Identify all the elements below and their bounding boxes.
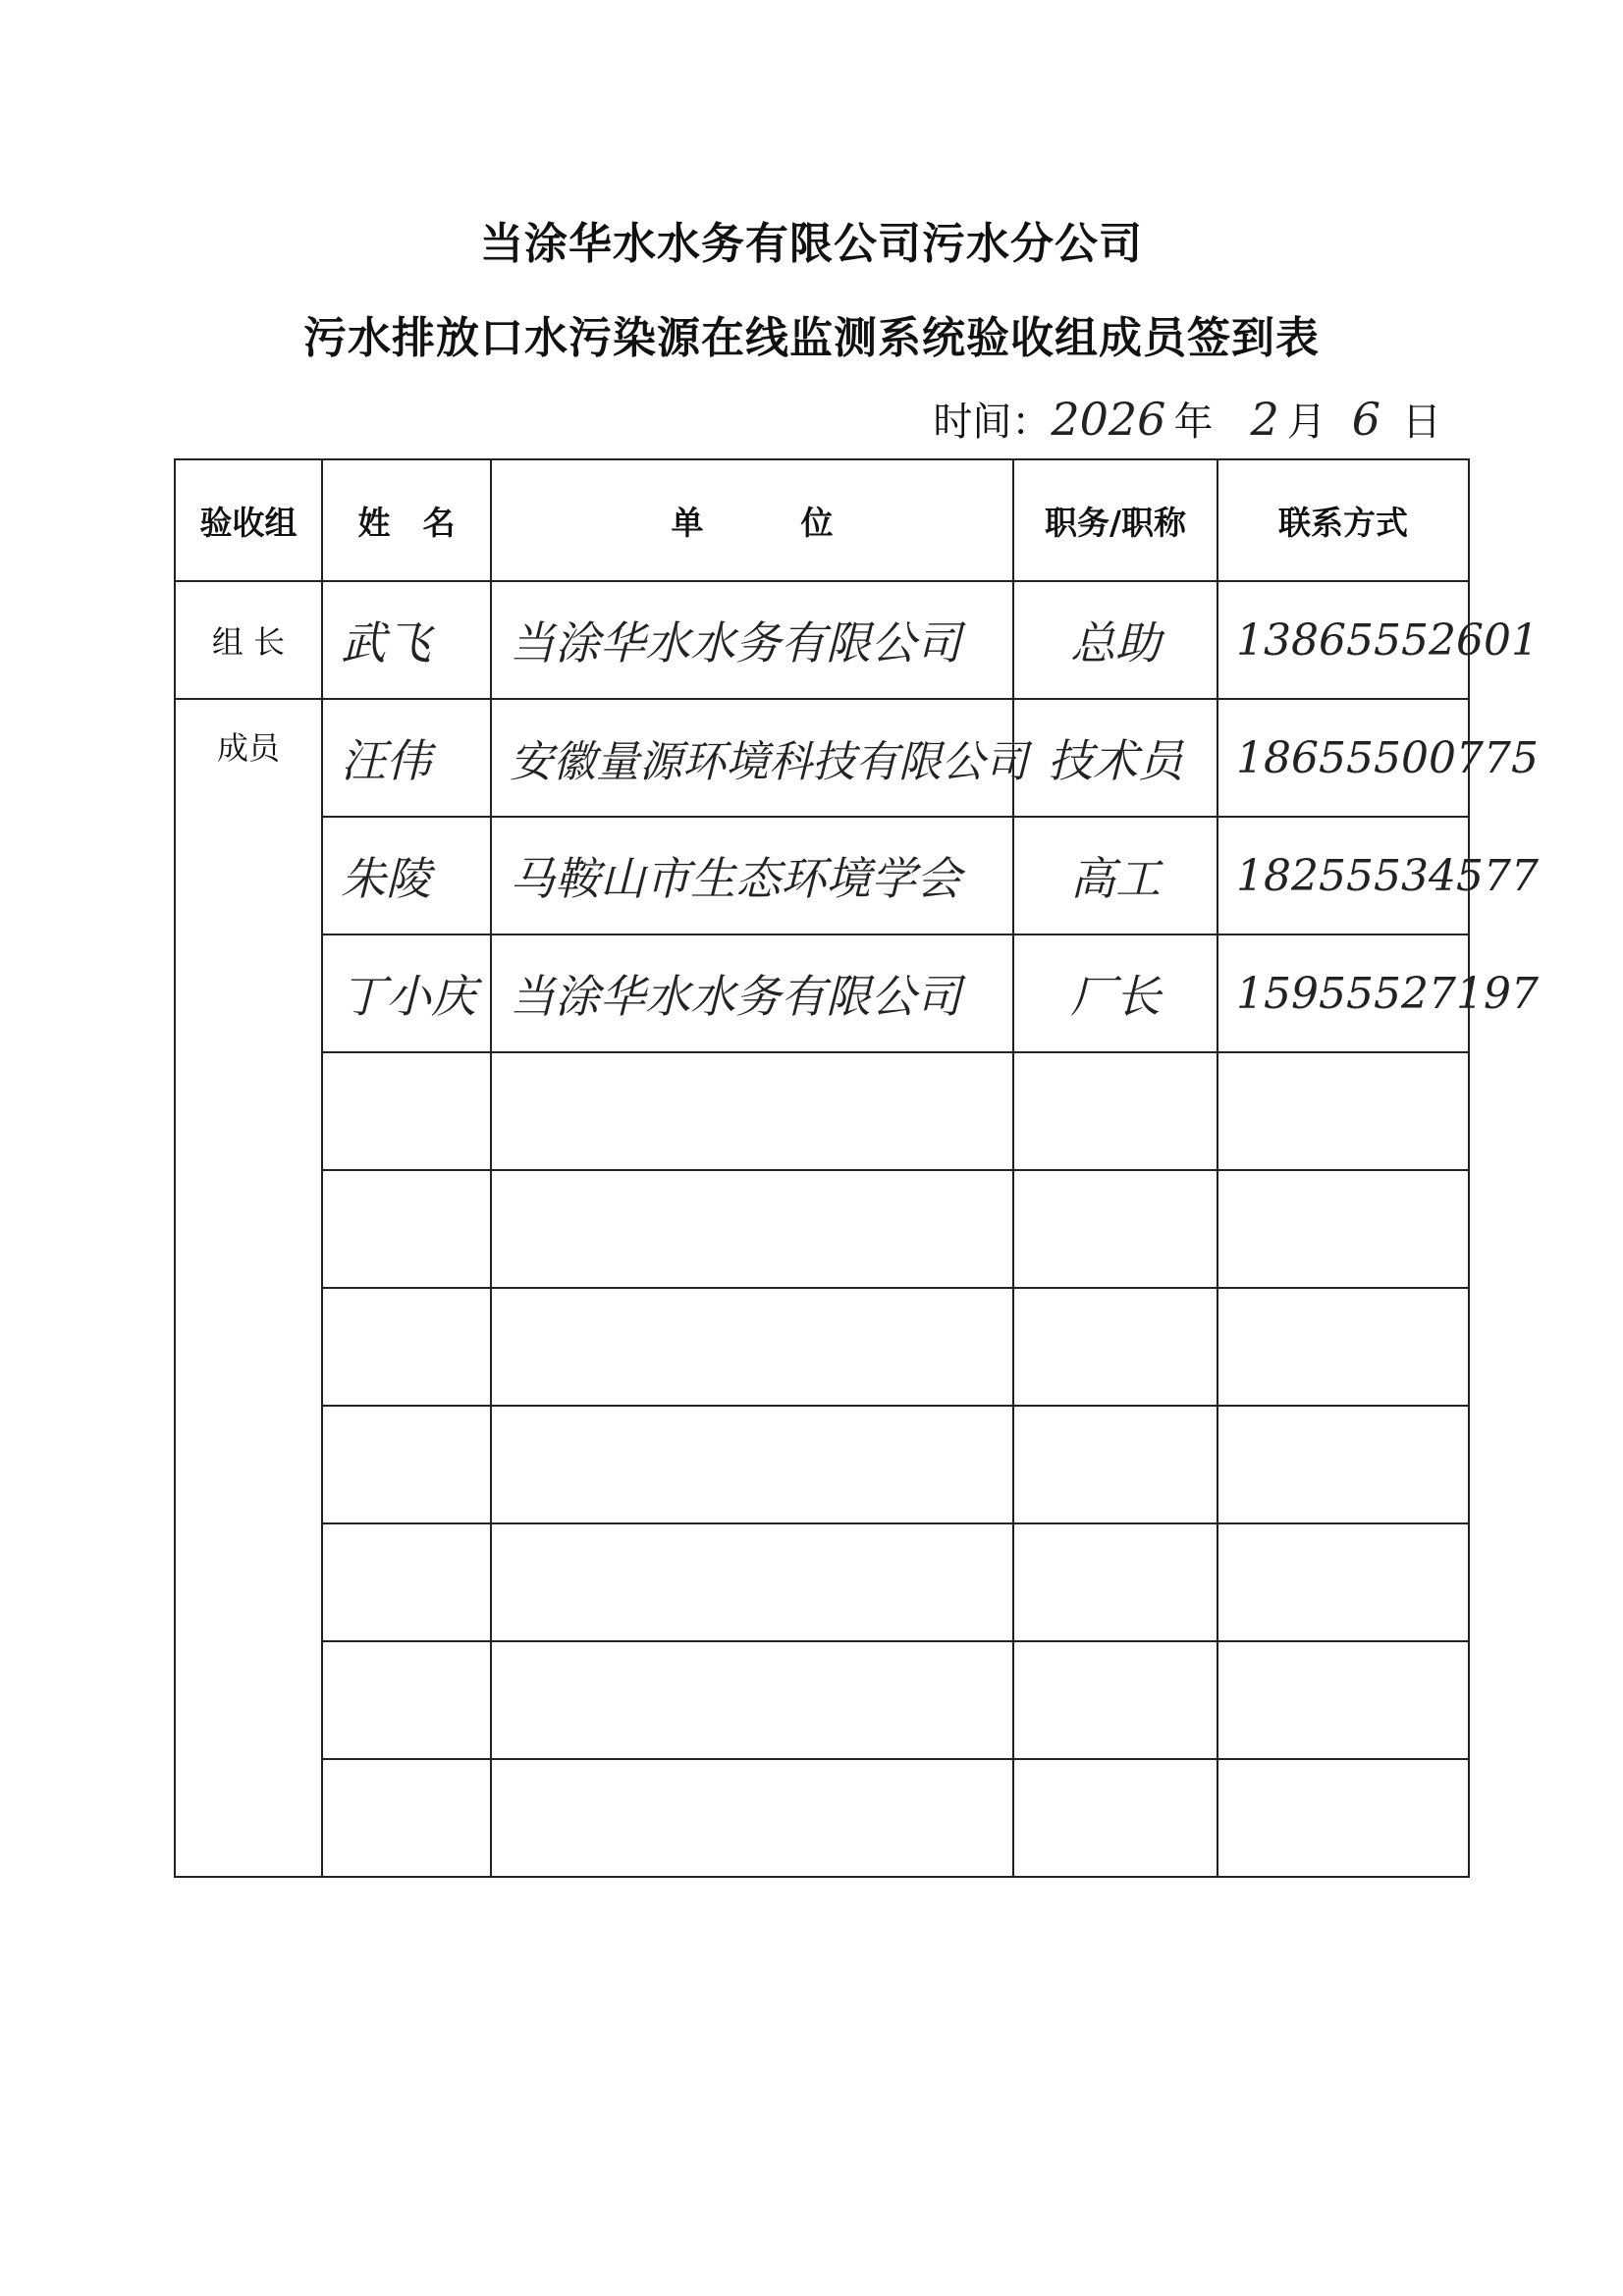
table-row-leader	[175, 581, 1469, 699]
leader-title-cell[interactable]: 总助	[1013, 581, 1217, 699]
column-header-title: 职务/职称	[1013, 459, 1217, 581]
column-header-group: 验收组	[175, 459, 322, 581]
table-row-empty	[175, 1052, 1469, 1170]
leader-unit-cell[interactable]: 当涂华水水务有限公司	[491, 581, 1013, 699]
empty-name-cell[interactable]	[322, 1641, 491, 1759]
member-title-cell[interactable]: 高工	[1013, 817, 1217, 934]
empty-name-cell[interactable]	[322, 1406, 491, 1523]
empty-title-cell[interactable]	[1013, 1523, 1217, 1641]
empty-phone-cell[interactable]	[1217, 1523, 1469, 1641]
member-name-signature[interactable]: 丁小庆	[322, 934, 491, 1052]
empty-phone-cell[interactable]	[1217, 1170, 1469, 1288]
member-phone-cell[interactable]: 15955527197	[1217, 934, 1469, 1052]
table-row	[175, 699, 1469, 817]
empty-phone-cell[interactable]	[1217, 1641, 1469, 1759]
column-header-contact: 联系方式	[1217, 459, 1469, 581]
table-row-empty	[175, 1288, 1469, 1406]
member-phone-cell[interactable]: 18255534577	[1217, 817, 1469, 934]
member-unit-cell[interactable]: 安徽量源环境科技有限公司	[491, 699, 1013, 817]
column-header-name: 姓 名	[322, 459, 491, 581]
empty-unit-cell[interactable]	[491, 1052, 1013, 1170]
leader-label: 组 长	[175, 581, 322, 699]
date-label: 时间：	[933, 400, 1052, 445]
leader-name-signature[interactable]: 武飞	[322, 581, 491, 699]
empty-phone-cell[interactable]	[1217, 1288, 1469, 1406]
table-row-empty	[175, 1523, 1469, 1641]
date-month[interactable]: 2	[1250, 393, 1279, 446]
empty-name-cell[interactable]	[322, 1523, 491, 1641]
date-day-unit: 日	[1402, 400, 1441, 445]
empty-unit-cell[interactable]	[491, 1406, 1013, 1523]
member-title-cell[interactable]: 厂长	[1013, 934, 1217, 1052]
empty-unit-cell[interactable]	[491, 1759, 1013, 1877]
member-title-cell[interactable]: 技术员	[1013, 699, 1217, 817]
member-unit-cell[interactable]: 马鞍山市生态环境学会	[491, 817, 1013, 934]
document-subtitle: 污水排放口水污染源在线监测系统验收组成员签到表	[303, 313, 1320, 363]
empty-title-cell[interactable]	[1013, 1641, 1217, 1759]
empty-title-cell[interactable]	[1013, 1406, 1217, 1523]
empty-name-cell[interactable]	[322, 1288, 491, 1406]
table-row-empty	[175, 1759, 1469, 1877]
leader-phone-cell[interactable]: 13865552601	[1217, 581, 1469, 699]
table-row-empty	[175, 1406, 1469, 1523]
empty-unit-cell[interactable]	[491, 1641, 1013, 1759]
table-row-empty	[175, 1641, 1469, 1759]
table-row	[175, 817, 1469, 934]
date-day[interactable]: 6	[1351, 393, 1380, 446]
member-unit-cell[interactable]: 当涂华水水务有限公司	[491, 934, 1013, 1052]
empty-title-cell[interactable]	[1013, 1759, 1217, 1877]
members-label: 成员	[175, 699, 322, 1877]
table-row-empty	[175, 1170, 1469, 1288]
column-header-unit: 单 位	[491, 459, 1013, 581]
empty-phone-cell[interactable]	[1217, 1759, 1469, 1877]
date-month-unit: 月	[1286, 400, 1326, 445]
date-year[interactable]: 2026	[1051, 393, 1166, 446]
date-line	[933, 391, 1451, 447]
date-year-unit: 年	[1173, 400, 1214, 445]
empty-unit-cell[interactable]	[491, 1523, 1013, 1641]
member-phone-cell[interactable]: 18655500775	[1217, 699, 1469, 817]
empty-title-cell[interactable]	[1013, 1170, 1217, 1288]
empty-name-cell[interactable]	[322, 1052, 491, 1170]
empty-phone-cell[interactable]	[1217, 1052, 1469, 1170]
document-title: 当涂华水水务有限公司污水分公司	[480, 219, 1143, 269]
empty-phone-cell[interactable]	[1217, 1406, 1469, 1523]
table-header-row	[175, 459, 1469, 581]
member-name-signature[interactable]: 朱陵	[322, 817, 491, 934]
empty-unit-cell[interactable]	[491, 1170, 1013, 1288]
empty-name-cell[interactable]	[322, 1759, 491, 1877]
empty-title-cell[interactable]	[1013, 1288, 1217, 1406]
empty-title-cell[interactable]	[1013, 1052, 1217, 1170]
empty-name-cell[interactable]	[322, 1170, 491, 1288]
table-row	[175, 934, 1469, 1052]
sign-in-table	[174, 458, 1539, 1878]
empty-unit-cell[interactable]	[491, 1288, 1013, 1406]
member-name-signature[interactable]: 汪伟	[322, 699, 491, 817]
